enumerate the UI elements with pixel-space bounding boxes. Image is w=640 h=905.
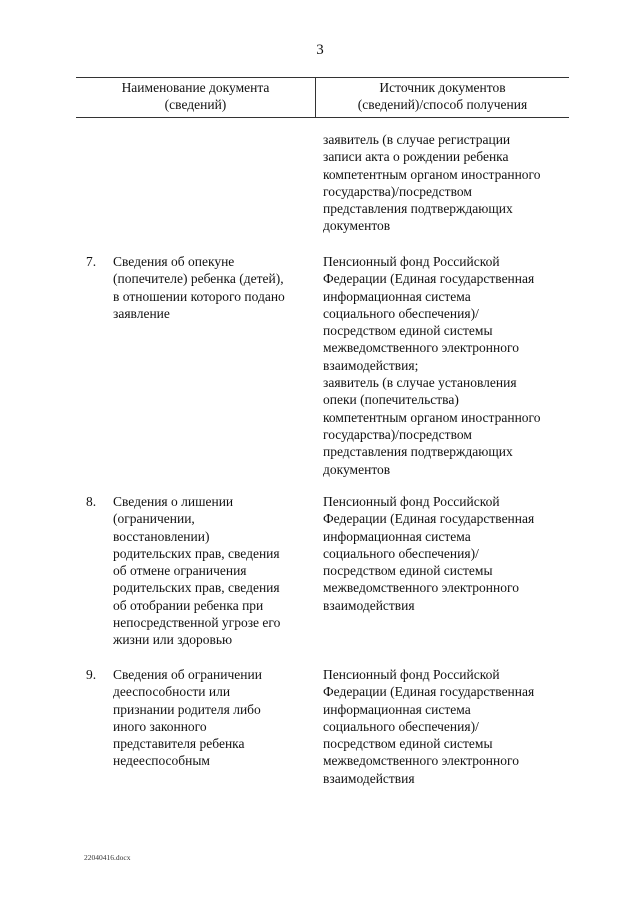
- row-number: 8.: [86, 494, 97, 509]
- footer-filename: 22040416.docx: [84, 853, 131, 862]
- row-document-name: Сведения об опекуне (попечителе) ребенка (детей), в отношении которого подано заявление: [113, 254, 285, 321]
- page-number: 3: [316, 42, 324, 58]
- table-header-top-rule: [76, 77, 569, 78]
- column-header-document-name: Наименование документа (сведений): [121, 80, 270, 112]
- row-number: 7.: [86, 254, 97, 269]
- row-source-text: Пенсионный фонд Российской Федерации (Единая государственная информационная система социального обеспечения)/ посредством единой системы межведомственного электронного взаимодействия: [323, 667, 535, 786]
- row-source-text: заявитель (в случае регистрации записи акта о рождении ребенка компетентным органом иностранного государства)/посредством представления подтверждающих документов: [323, 132, 541, 234]
- row-source-text: Пенсионный фонд Российской Федерации (Единая государственная информационная система социального обеспечения)/ посредством единой системы межведомственного электронного взаимодействия; заявитель (в случае установления опеки (попечительства) компетентным органом иностранного государства)/посредством представления подтверждающих документов: [323, 254, 541, 477]
- row-number: 9.: [86, 667, 97, 682]
- row-document-name: Сведения об ограничении дееспособности или признании родителя либо иного законного представителя ребенка недееспособным: [113, 667, 262, 769]
- column-header-source: Источник документов (сведений)/способ получения: [357, 80, 528, 112]
- table-header-bottom-rule: [76, 117, 569, 118]
- row-document-name: Сведения о лишении (ограничении, восстановлении) родительских прав, сведения об отмене ограничения родительских прав, сведения об отобрании ребенка при непосредственной угрозе его жизни или здоровью: [113, 494, 281, 648]
- row-source-text: Пенсионный фонд Российской Федерации (Единая государственная информационная система социального обеспечения)/ посредством единой системы межведомственного электронного взаимодействия: [323, 494, 535, 613]
